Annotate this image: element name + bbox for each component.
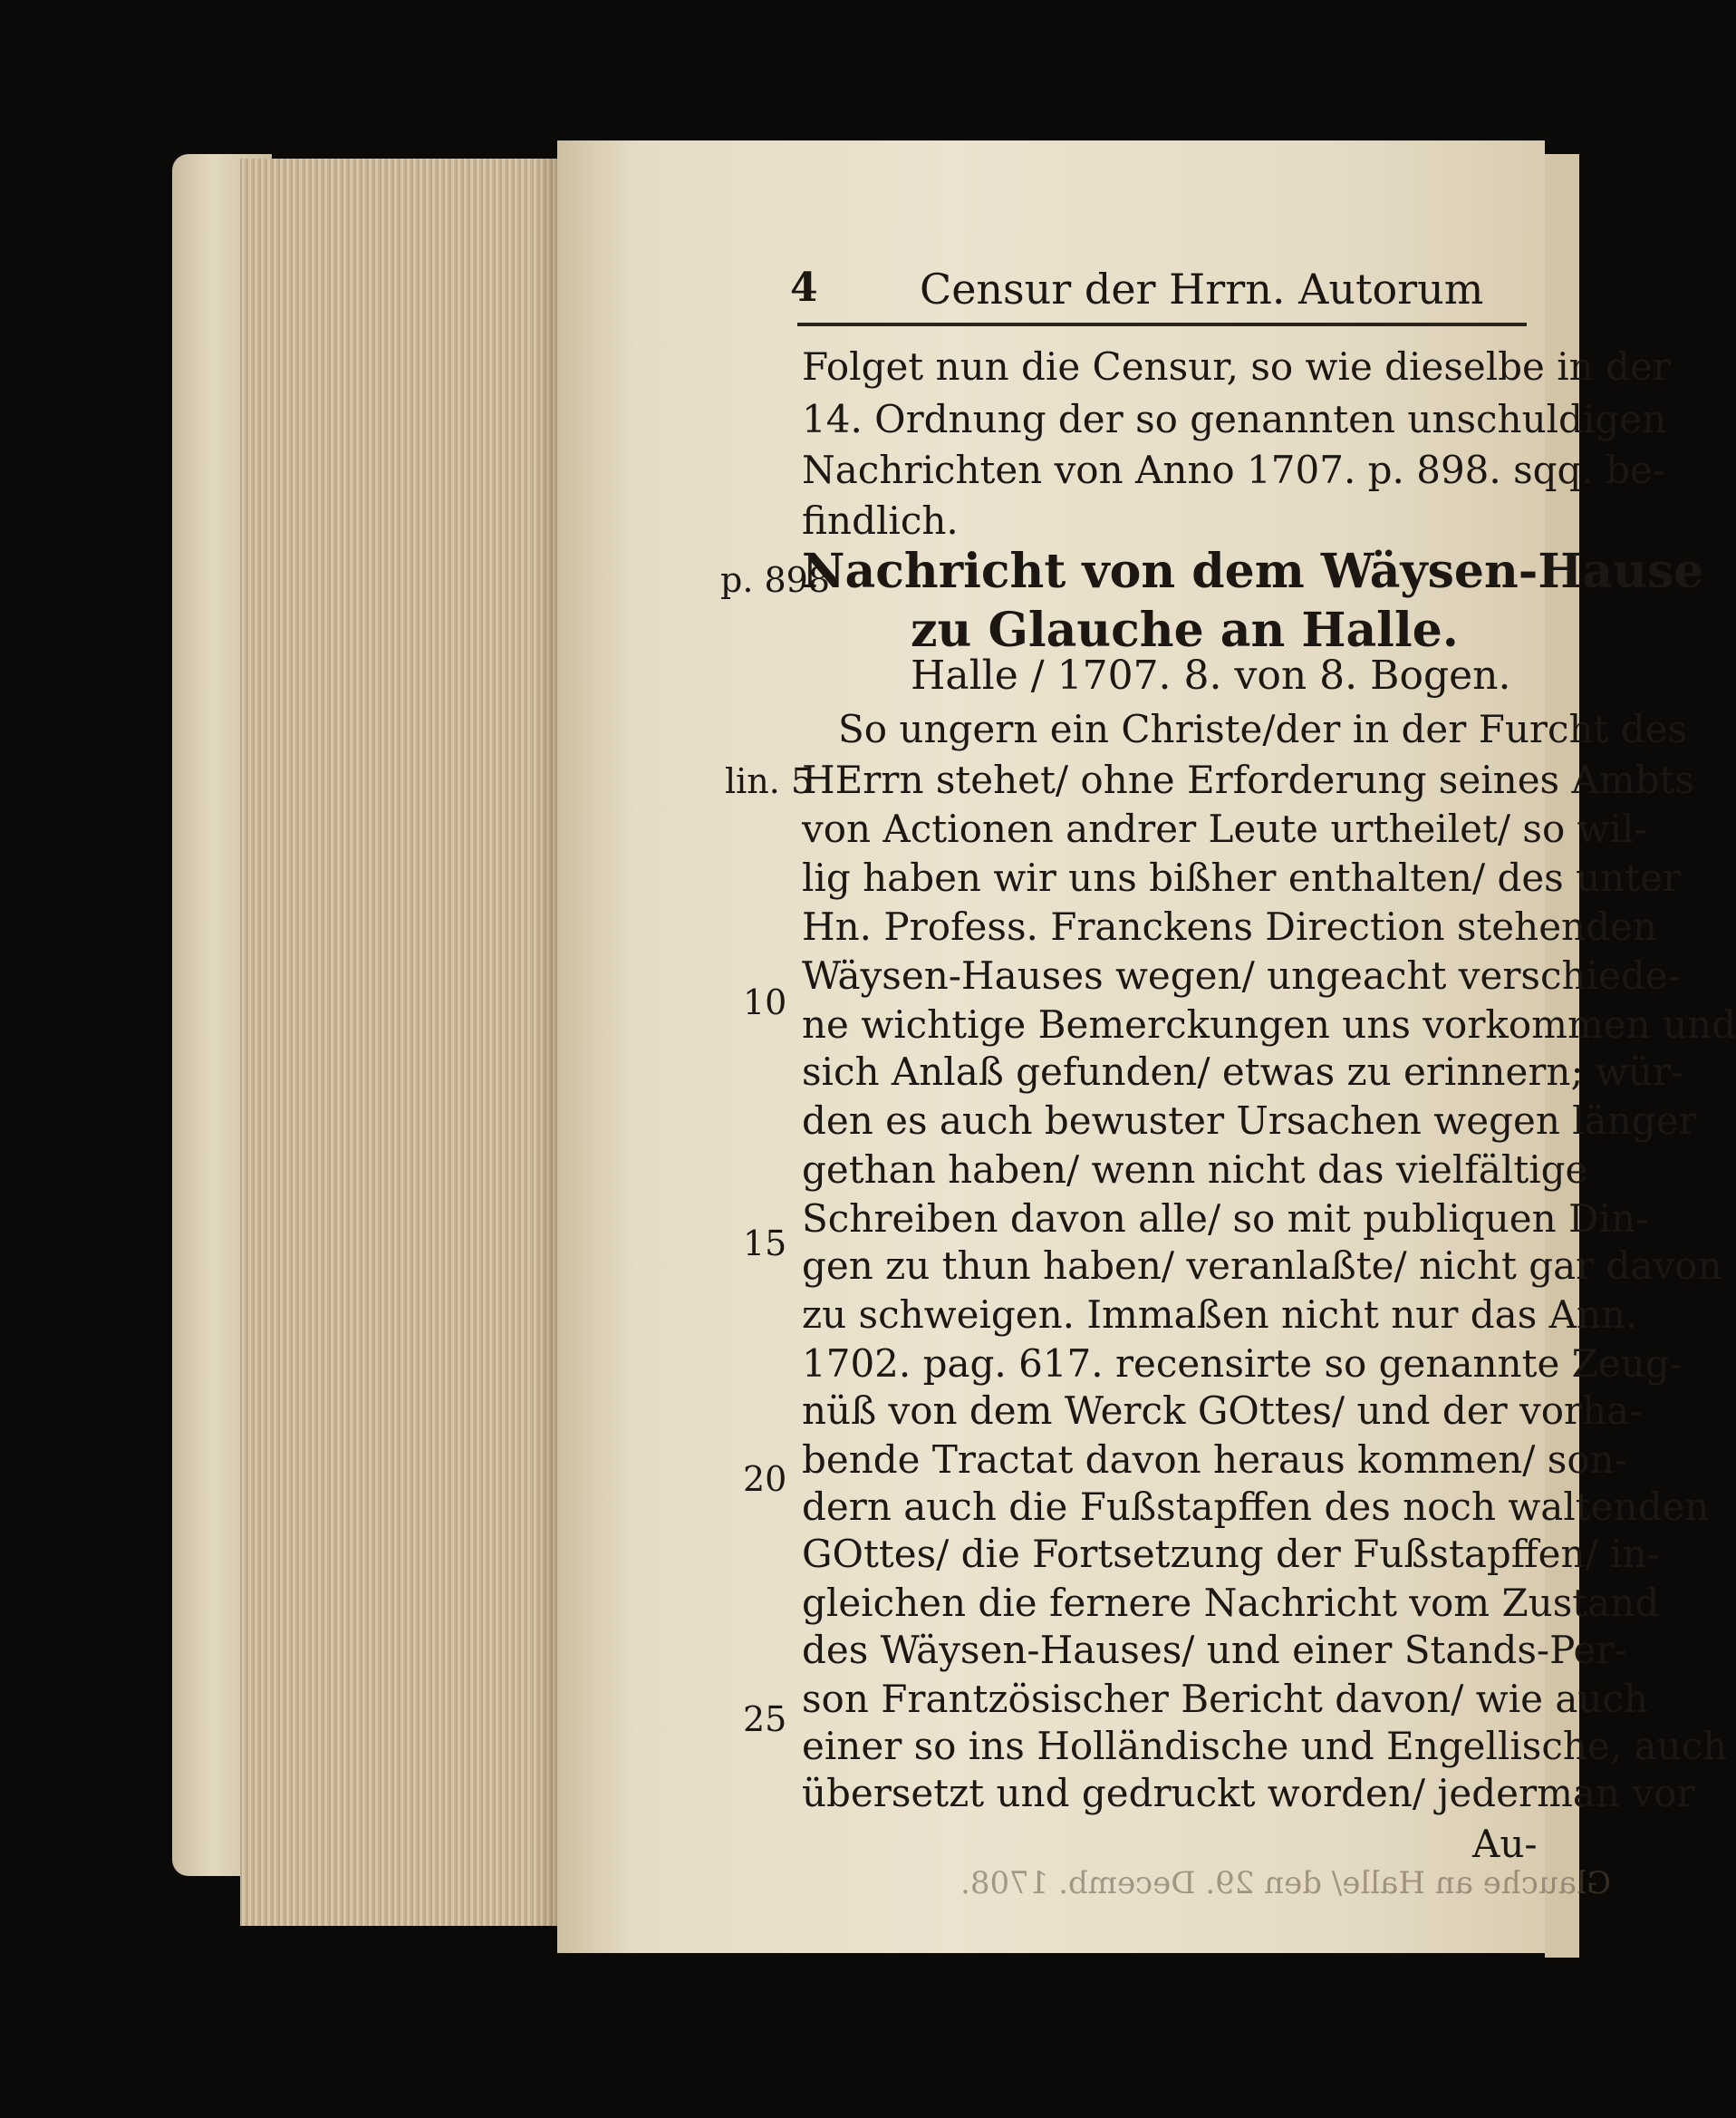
paragraph-line: Schreiben davon alle/ so mit publiquen Din- <box>802 1196 1649 1241</box>
paragraph-line: des Wäysen-Hauses/ und einer Stands-Per- <box>802 1628 1627 1672</box>
section-title-line-1: Nachricht von dem Wäysen-Hause <box>802 544 1704 599</box>
margin-line-number: 15 <box>743 1223 787 1263</box>
page-block-edges <box>240 159 571 1926</box>
paragraph-line: GOttes/ die Fortsetzung der Fußstapffen/ in- <box>802 1532 1660 1576</box>
body-line: 14. Ordnung der so genannten unschuldigen <box>802 397 1667 441</box>
section-title-line-2: zu Glauche an Halle. <box>911 603 1459 658</box>
body-line: Folget nun die Censur, so wie dieselbe in der <box>802 344 1671 389</box>
paragraph-line: dern auch die Fußstapffen des noch waltenden <box>802 1485 1710 1529</box>
paragraph-line: einer so ins Holländische und Engellische, auch <box>802 1724 1728 1768</box>
body-line: Nachrichten von Anno 1707. p. 898. sqq. be- <box>802 448 1666 492</box>
paragraph-line: ne wichtige Bemerckungen uns vorkommen und <box>802 1002 1736 1047</box>
paragraph-line: gen zu thun haben/ veranlaßte/ nicht gar davon <box>802 1243 1722 1288</box>
margin-line-number: 25 <box>743 1699 787 1739</box>
paragraph-line: übersetzt und gedruckt worden/ jederman vor <box>802 1771 1695 1815</box>
body-line: findlich. <box>802 498 959 543</box>
paragraph-line: Hn. Profess. Franckens Direction stehenden <box>802 904 1657 949</box>
paragraph-line: von Actionen andrer Leute urtheilet/ so wil- <box>802 807 1647 851</box>
page-number: 4 <box>790 265 818 311</box>
paragraph-line: HErrn stehet/ ohne Erforderung seines Ambts <box>802 758 1694 802</box>
paragraph-line: bende Tractat davon heraus kommen/ son- <box>802 1437 1627 1482</box>
margin-line-number: 10 <box>743 982 787 1022</box>
margin-line-ref: lin. 5 <box>725 761 814 801</box>
paragraph-line: den es auch bewuster Ursachen wegen länger <box>802 1098 1697 1143</box>
catchword: Au- <box>1472 1822 1538 1866</box>
paragraph-line: lig haben wir uns bißher enthalten/ des unter <box>802 856 1681 900</box>
paragraph-line: sich Anlaß gefunden/ etwas zu erinnern; wür- <box>802 1049 1684 1094</box>
margin-line-number: 20 <box>743 1459 787 1499</box>
paragraph-line: son Frantzösischer Bericht davon/ wie auch <box>802 1677 1649 1721</box>
bleed-through-text: Glauche an Halle/ den 29. Decemb. 1708. <box>960 1865 1612 1901</box>
paragraph-line: zu schweigen. Immaßen nicht nur das Ann. <box>802 1292 1638 1337</box>
header-rule <box>797 323 1527 326</box>
paragraph-line: Wäysen-Hauses wegen/ ungeacht verschiede- <box>802 953 1681 998</box>
imprint-line: Halle / 1707. 8. von 8. Bogen. <box>911 653 1511 699</box>
paragraph-line: gethan haben/ wenn nicht das vielfältige <box>802 1147 1588 1192</box>
paragraph-line: So ungern ein Christe/der in der Furcht des <box>838 707 1688 751</box>
paragraph-line: gleichen die fernere Nachricht vom Zustand <box>802 1581 1660 1625</box>
paragraph-line: 1702. pag. 617. recensirte so genannte Zeug- <box>802 1341 1683 1386</box>
running-head: Censur der Hrrn. Autorum <box>920 265 1484 314</box>
paragraph-line: nüß von dem Werck GOttes/ und der vorha- <box>802 1388 1643 1433</box>
margin-page-ref: p. 898 <box>720 560 831 600</box>
